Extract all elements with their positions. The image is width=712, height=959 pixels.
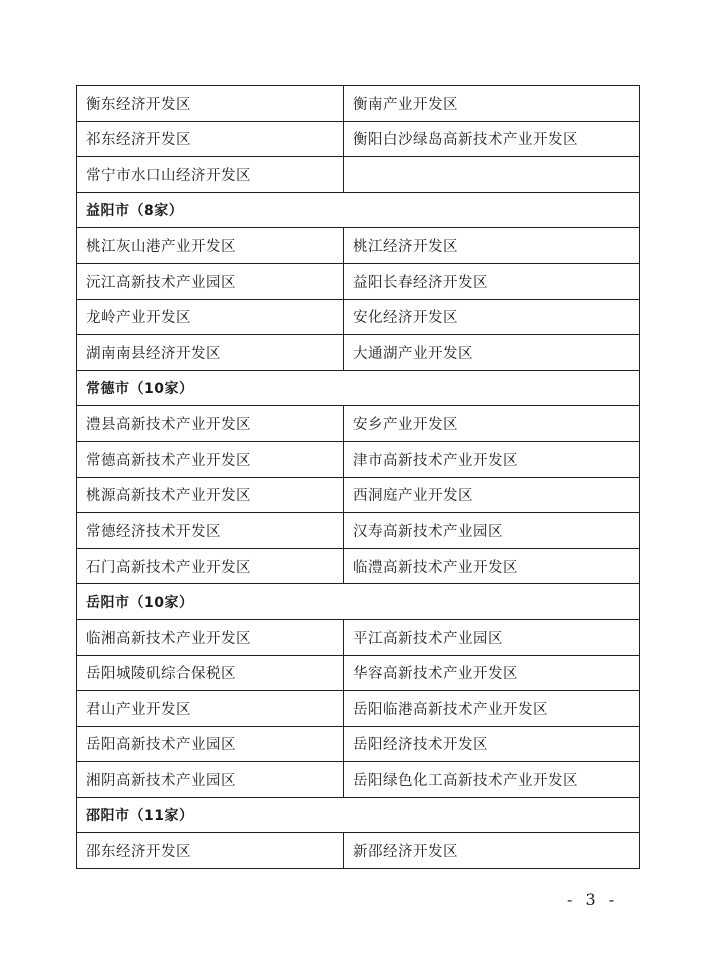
zone-name-right: 西洞庭产业开发区 <box>344 477 640 513</box>
zones-table <box>76 85 640 869</box>
table-row <box>77 335 640 371</box>
zone-name-left: 龙岭产业开发区 <box>77 299 344 335</box>
zone-name-right: 津市高新技术产业开发区 <box>344 441 640 477</box>
zone-name-right: 新邵经济开发区 <box>344 833 640 869</box>
zone-name-left: 君山产业开发区 <box>77 691 344 727</box>
zone-name-left: 邵东经济开发区 <box>77 833 344 869</box>
zone-name-right <box>344 157 640 193</box>
zone-name-right: 安化经济开发区 <box>344 299 640 335</box>
city-header: 岳阳市（10家） <box>77 584 640 620</box>
table-row <box>77 691 640 727</box>
zone-name-right: 大通湖产业开发区 <box>344 335 640 371</box>
table-row <box>77 762 640 798</box>
zone-name-right: 岳阳经济技术开发区 <box>344 726 640 762</box>
city-header: 常德市（10家） <box>77 370 640 406</box>
city-header: 邵阳市（11家） <box>77 797 640 833</box>
zone-name-left: 常德高新技术产业开发区 <box>77 441 344 477</box>
zone-name-right: 平江高新技术产业园区 <box>344 619 640 655</box>
table-row <box>77 441 640 477</box>
zone-name-right: 衡阳白沙绿岛高新技术产业开发区 <box>344 121 640 157</box>
table-row <box>77 86 640 122</box>
city-header: 益阳市（8家） <box>77 192 640 228</box>
zone-name-right: 岳阳绿色化工高新技术产业开发区 <box>344 762 640 798</box>
zone-name-left: 桃源高新技术产业开发区 <box>77 477 344 513</box>
zone-name-left: 岳阳城陵矶综合保税区 <box>77 655 344 691</box>
zone-name-left: 常宁市水口山经济开发区 <box>77 157 344 193</box>
city-header-row <box>77 584 640 620</box>
table-row <box>77 228 640 264</box>
city-header-row <box>77 192 640 228</box>
zone-name-right: 益阳长春经济开发区 <box>344 263 640 299</box>
table-row <box>77 477 640 513</box>
page-number: - 3 - <box>567 890 619 909</box>
table-row <box>77 619 640 655</box>
city-header-row <box>77 370 640 406</box>
zone-name-left: 湘阴高新技术产业园区 <box>77 762 344 798</box>
zone-name-right: 安乡产业开发区 <box>344 406 640 442</box>
zone-name-left: 澧县高新技术产业开发区 <box>77 406 344 442</box>
table-row <box>77 726 640 762</box>
city-header-row <box>77 797 640 833</box>
table-row <box>77 121 640 157</box>
table-row <box>77 157 640 193</box>
zone-name-left: 岳阳高新技术产业园区 <box>77 726 344 762</box>
zone-name-left: 石门高新技术产业开发区 <box>77 548 344 584</box>
zone-name-right: 临澧高新技术产业开发区 <box>344 548 640 584</box>
table-row <box>77 406 640 442</box>
zone-name-left: 沅江高新技术产业园区 <box>77 263 344 299</box>
zone-name-right: 汉寿高新技术产业园区 <box>344 513 640 549</box>
table-row <box>77 833 640 869</box>
zone-name-left: 祁东经济开发区 <box>77 121 344 157</box>
table-row <box>77 299 640 335</box>
table-row <box>77 263 640 299</box>
table-row <box>77 548 640 584</box>
zone-name-left: 湖南南县经济开发区 <box>77 335 344 371</box>
zone-name-right: 岳阳临港高新技术产业开发区 <box>344 691 640 727</box>
zone-name-left: 临湘高新技术产业开发区 <box>77 619 344 655</box>
zone-name-right: 衡南产业开发区 <box>344 86 640 122</box>
zone-name-right: 华容高新技术产业开发区 <box>344 655 640 691</box>
table-row <box>77 513 640 549</box>
zone-name-left: 常德经济技术开发区 <box>77 513 344 549</box>
table-row <box>77 655 640 691</box>
zone-name-right: 桃江经济开发区 <box>344 228 640 264</box>
zones-table-body <box>77 86 640 869</box>
zone-name-left: 桃江灰山港产业开发区 <box>77 228 344 264</box>
zone-name-left: 衡东经济开发区 <box>77 86 344 122</box>
